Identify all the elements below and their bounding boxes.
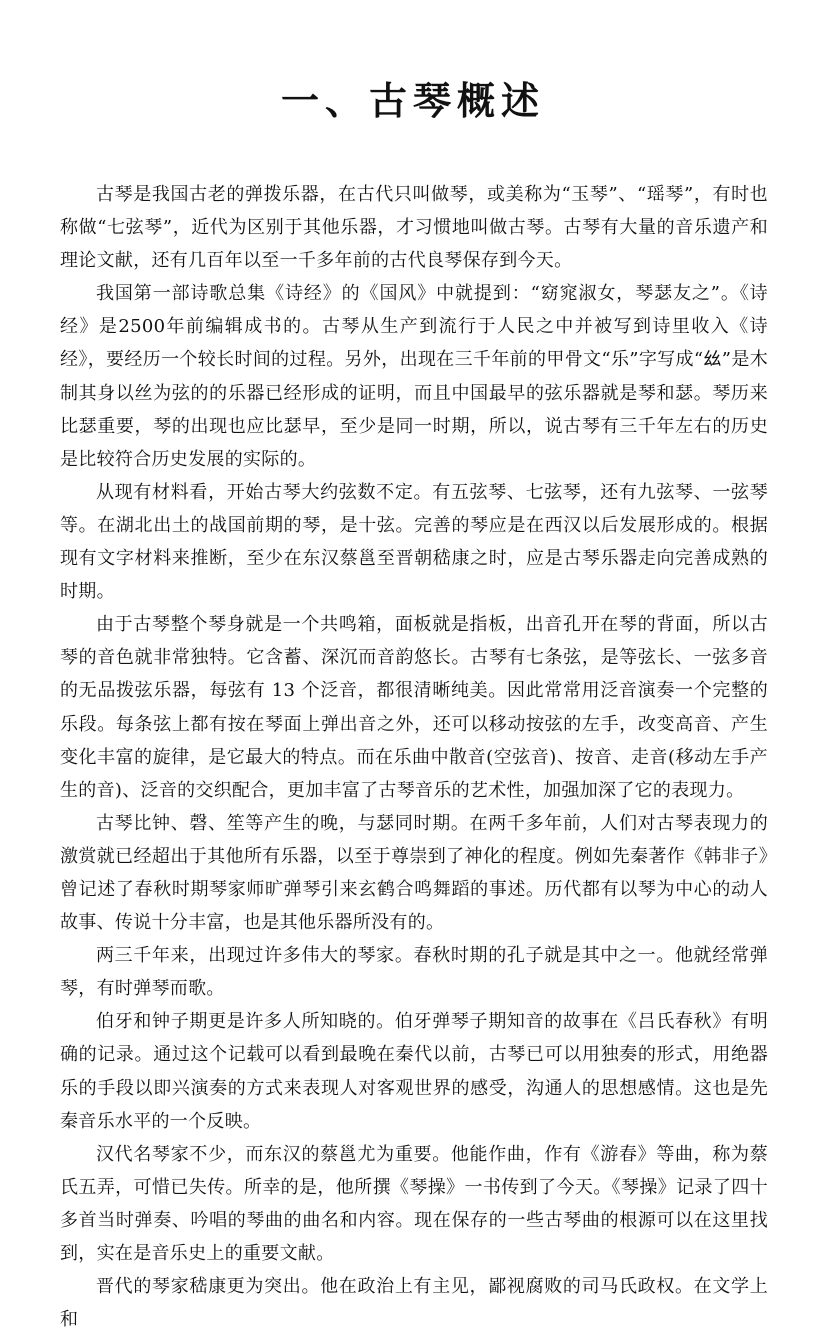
paragraph-5: 古琴比钟、磬、笙等产生的晚，与瑟同时期。在两千多年前，人们对古琴表现力的激赏就已经超出于其他所有乐器，以至于尊崇到了神化的程度。例如先秦著作《韩非子》曾记述了春秋时期琴家师旷弹琴引来玄鹤合鸣舞蹈的事述。历代都有以琴为中心的动人故事、传说十分丰富，也是其他乐器所没有的。 <box>60 812 768 934</box>
page-title: 一、古琴概述 <box>280 79 545 124</box>
paragraph-1: 古琴是我国古老的弹拨乐器，在古代只叫做琴，或美称为“玉琴”、“瑶琴”，有时也称做“七弦琴”，近代为区别于其他乐器，才习惯地叫做古琴。古琴有大量的音乐遗产和理论文献，还有几百年以至一千多年前的古代良琴保存到今天。 <box>60 184 768 272</box>
paragraph-7: 伯牙和钟子期更是许多人所知晓的。伯牙弹琴子期知音的故事在《吕氏春秋》有明确的记录。通过这个记载可以看到最晚在秦代以前，古琴已可以用独奏的形式，用绝器乐的手段以即兴演奏的方式来表现人对客观世界的感受，沟通人的思想感情。这也是先秦音乐水平的一个反映。 <box>60 1011 768 1132</box>
paragraph-4: 由于古琴整个琴身就是一个共鸣箱，面板就是指板，出音孔开在琴的背面，所以古琴的音色就非常独特。它含蓄、深沉而音韵悠长。古琴有七条弦，是等弦长、一弦多音的无品拨弦乐器，每弦有 13 个泛音，都很清晰纯美。因此常常用泛音演奏一个完整的乐段。每条弦上都有按在琴面上弹出音之外，还可以移动按弦的左手，改变高音、产生变化丰富的旋律，是它最大的特点。而在乐曲中散音(空弦音)、按音、走音(移动左手产生的音)、泛音的交织配合，更加丰富了古琴音乐的艺术性，加强加深了它的表现力。 <box>60 614 768 801</box>
paragraph-6: 两三千年来，出现过许多伟大的琴家。春秋时期的孔子就是其中之一。他就经常弹琴，有时弹琴而歌。 <box>60 945 768 1000</box>
paragraph-3: 从现有材料看，开始古琴大约弦数不定。有五弦琴、七弦琴，还有九弦琴、一弦琴等。在湖北出土的战国前期的琴，是十弦。完善的琴应是在西汉以后发展形成的。根据现有文字材料来推断，至少在东汉蔡邕至晋朝嵇康之时，应是古琴乐器走向完善成熟的时期。 <box>60 481 768 603</box>
paragraph-2: 我国第一部诗歌总集《诗经》的《国风》中就提到：“窈窕淑女，琴瑟友之”。《诗经》是2500年前编辑成书的。古琴从生产到流行于人民之中并被写到诗里收入《诗经》，要经历一个较长时间的过程。另外，出现在三千年前的甲骨文“乐”字写成“𢆶”是木制其身以丝为弦的的乐器已经形成的证明，而且中国最早的弦乐器就是琴和瑟。琴历来比瑟重要，琴的出现也应比瑟早，至少是同一时期，所以，说古琴有三千年左右的历史是比较符合历史发展的实际的。 <box>60 283 768 470</box>
paragraph-9: 晋代的琴家嵇康更为突出。他在政治上有主见，鄙视腐败的司马氏政权。在文学上和 <box>60 1276 768 1331</box>
body-text <box>60 178 768 1336</box>
paragraph-8: 汉代名琴家不少，而东汉的蔡邕尤为重要。他能作曲，作有《游春》等曲，称为蔡氏五弄，可惜已失传。所幸的是，他所撰《琴操》一书传到了今天。《琴操》记录了四十多首当时弹奏、吟唱的琴曲的曲名和内容。现在保存的一些古琴曲的根源可以在这里找到，实在是音乐史上的重要文献。 <box>60 1143 768 1264</box>
